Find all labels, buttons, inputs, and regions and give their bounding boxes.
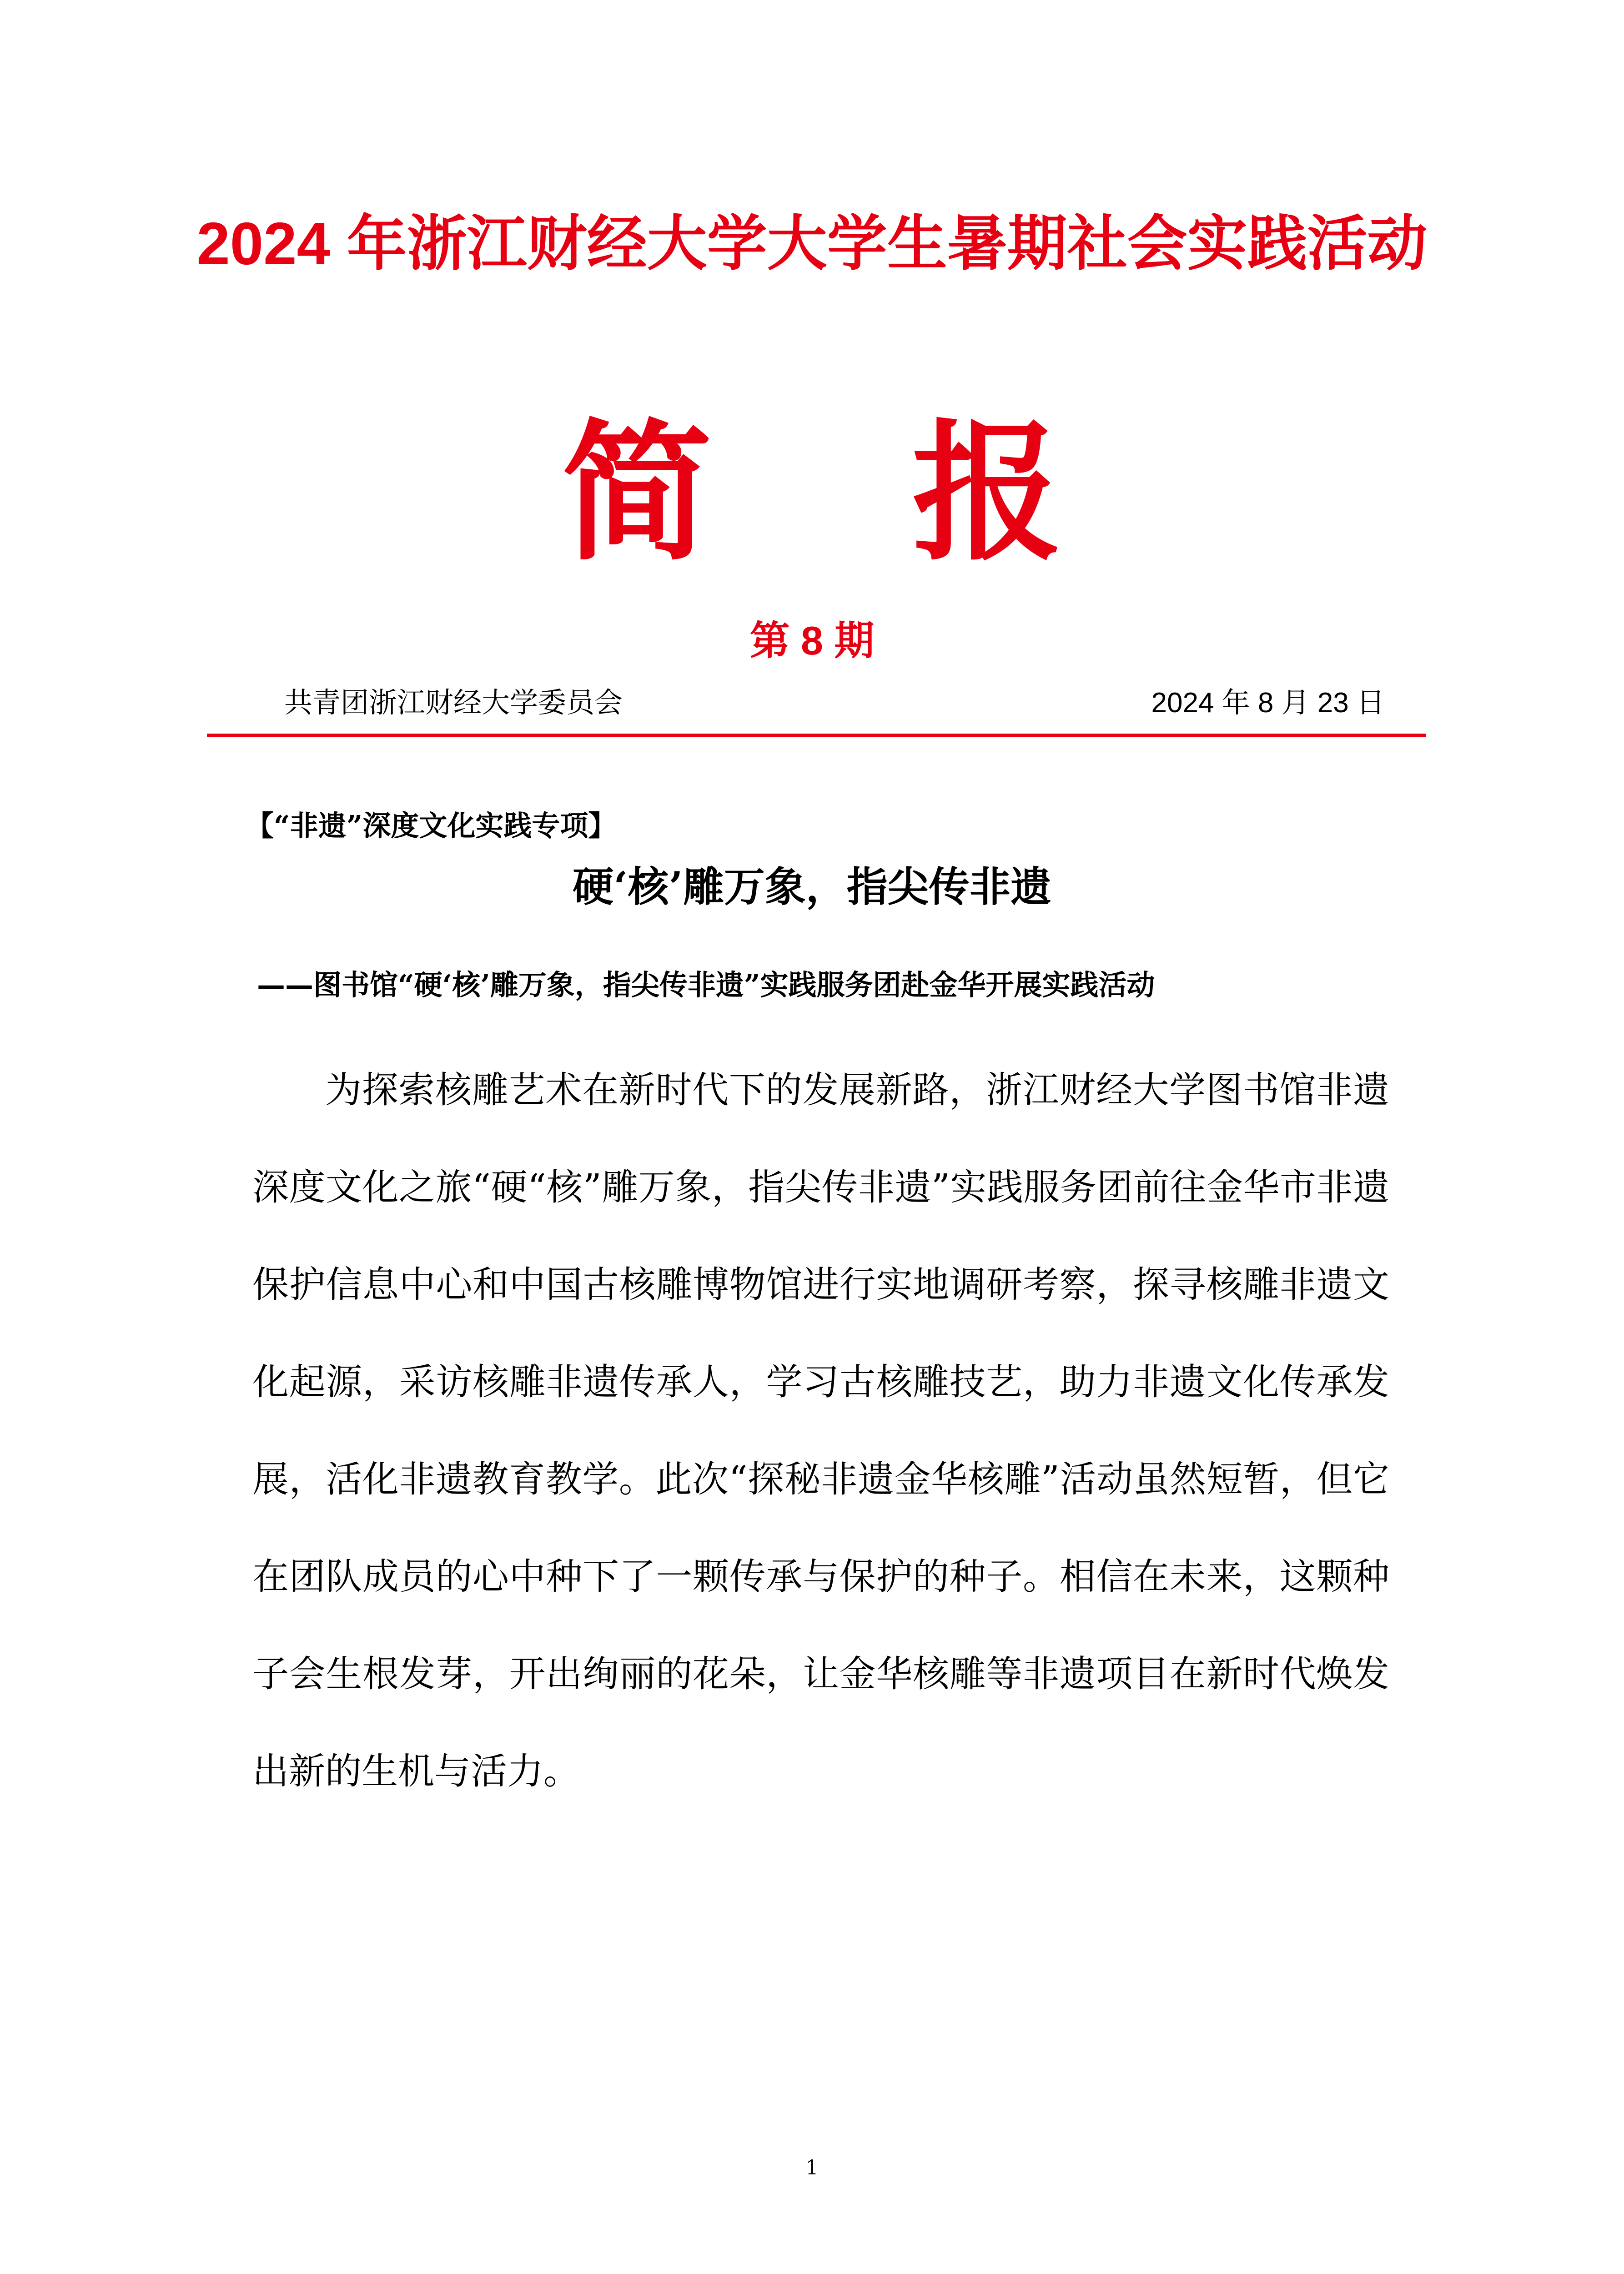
issue-number: 第 8 期 <box>749 618 875 663</box>
report-masthead <box>0 409 1624 577</box>
report-series-title: 2024 年浙江财经大学大学生暑期社会实践活动 <box>196 210 1428 277</box>
page-number: 1 <box>805 2156 819 2179</box>
article-subtitle: ——图书馆“硬‘核’雕万象，指尖传非遗”实践服务团赴金华开展实践活动 <box>257 968 1155 1001</box>
column-tag: 【“非遗”深度文化实践专项】 <box>246 809 617 842</box>
article-title: 硬‘核’雕万象，指尖传非遗 <box>573 863 1051 911</box>
publish-date: 2024 年 8 月 23 日 <box>1151 687 1385 719</box>
masthead-char-bao: 报 <box>912 409 1062 577</box>
masthead-char-jian: 简 <box>562 409 712 577</box>
header-divider <box>207 734 1426 737</box>
publisher-organization: 共青团浙江财经大学委员会 <box>284 687 623 719</box>
article-paragraph: 为探索核雕艺术在新时代下的发展新路，浙江财经大学图书馆非遗深度文化之旅“硬“核”雕万象，指尖传非遗”实践服务团前往金华市非遗保护信息中心和中国古核雕博物馆进行实地调研考察，探寻核雕非遗文化起源，采访核雕非遗传承人，学习古核雕技艺，助力非遗文化传承发展，活化非遗教育教学。此次“探秘非遗金华核雕”活动虽然短暂，但它在团队成员的心中种下了一颗传承与保护的种子。相信在未来，这颗种子会生根发芽，开出绚丽的花朵，让金华核雕等非遗项目在新时代焕发出新的生机与活力。 <box>252 1069 1389 1792</box>
article-body <box>252 1041 1389 1820</box>
